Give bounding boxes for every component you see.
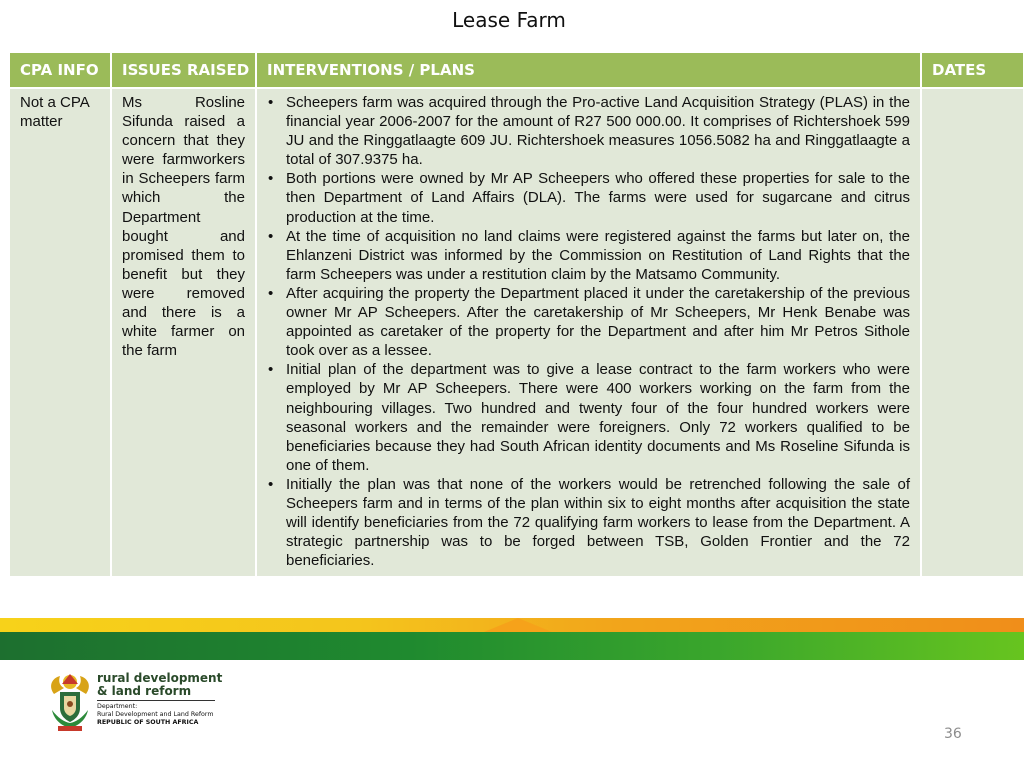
header-interventions-plans: INTERVENTIONS / PLANS (256, 53, 921, 88)
lease-farm-table (10, 53, 1024, 576)
logo-country: REPUBLIC OF SOUTH AFRICA (97, 719, 199, 726)
coat-of-arms-icon (46, 672, 94, 732)
interventions-cell (256, 88, 921, 576)
footer-green-band (0, 632, 1024, 660)
intervention-item: • Initial plan of the department was to give a lease contract to the farm workers who were employed by Mr AP Scheepers. There were 400 workers working on the farm from the neighbouring villages. Two hundred and twenty four of the four hundred workers were seasonal workers and the remainder were foreigners. Only 72 workers qualified to be beneficiaries because they had South African identity documents and Ms Roseline Sifunda is one of them. (267, 360, 910, 475)
header-dates: DATES (921, 53, 1024, 88)
department-logo (97, 672, 222, 727)
intervention-item: • At the time of acquisition no land claims were registered against the farms but later on, the Ehlanzeni District was informed by the Commission on Restitution of Land Rights that the farm Scheepers was under a restitution claim by the Matsamo Community. (267, 227, 910, 284)
intervention-item: • Initially the plan was that none of the workers would be retrenched following the sale of Scheepers farm and in terms of the plan within six to eight months after acquisition the state will identify beneficiaries from the 72 qualifying farm workers to lease from the Department. A strategic partnership was to be forged between TSB, Golden Frontier and the 72 beneficiaries. (267, 475, 910, 570)
intervention-item: • Both portions were owned by Mr AP Scheepers who offered these properties for sale to the then Department of Land Affairs (DLA). The farms were used for sugarcane and citrus production at the time. (267, 169, 910, 226)
logo-name-line1: rural development (97, 671, 223, 685)
header-issues-raised: ISSUES RAISED (111, 53, 256, 88)
logo-divider (97, 700, 215, 701)
logo-name-line2: & land reform (97, 684, 192, 698)
page-number: 36 (944, 726, 962, 742)
issues-raised-cell: Ms Rosline Sifunda raised a concern that they were farmworkers in Scheepers farm which the Department bought and promised them to benefit but they were removed and there is a white farmer on the farm (111, 88, 256, 576)
slide-title: Lease Farm (452, 8, 566, 32)
footer-band-notch (484, 618, 552, 632)
table-row (10, 88, 1024, 576)
table-header-row (10, 53, 1024, 88)
intervention-item: • Scheepers farm was acquired through the Pro-active Land Acquisition Strategy (PLAS) in the financial year 2006-2007 for the amount of R27 500 000.00. It comprises of Richtershoek 599 JU and the Ringgatlaagte 609 JU. Richtershoek measures 1056.5082 ha and Ringgatlaagte a total of 307.9375 ha. (267, 93, 910, 169)
intervention-item: • After acquiring the property the Department placed it under the caretakership of the previous owner Mr AP Scheepers. After the caretakership of Mr Scheepers, Mr Henk Benabe was appointed as caretaker of the property for the Department and after him Mr Petros Sithole took over as a lessee. (267, 284, 910, 360)
dates-cell (921, 88, 1024, 576)
logo-department-label: Department: (97, 703, 138, 710)
header-cpa-info: CPA INFO (10, 53, 111, 88)
cpa-info-cell: Not a CPA matter (10, 88, 111, 576)
interventions-list (267, 93, 910, 570)
logo-department-name: Rural Development and Land Reform (97, 711, 214, 718)
